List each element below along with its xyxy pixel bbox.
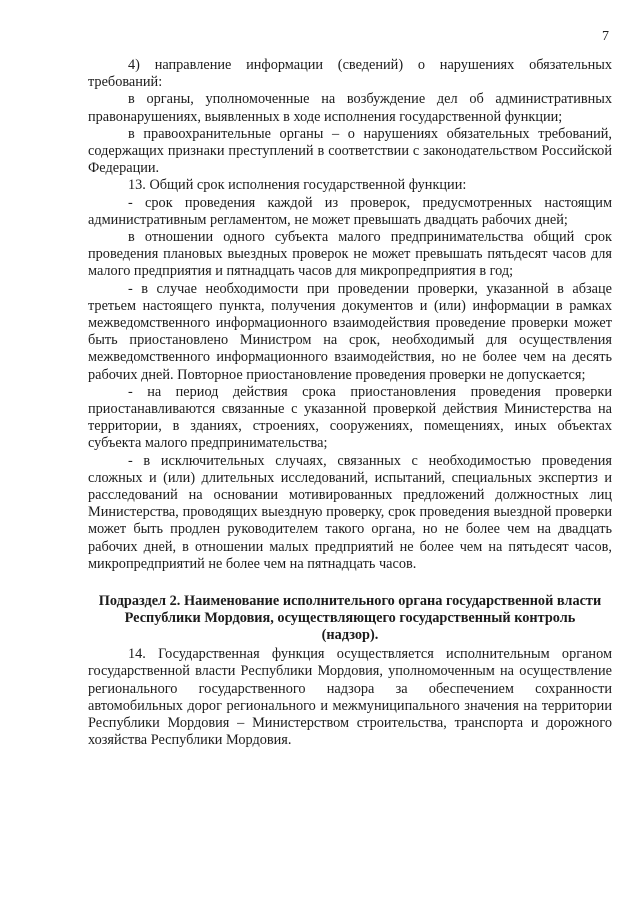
- paragraph-inspection-term: - срок проведения каждой из проверок, предусмотренных настоящим административным регламентом, не может превышать двадцать рабочих дней;: [88, 194, 612, 228]
- document-body: [88, 57, 612, 749]
- paragraph-section-14: 14. Государственная функция осуществляется исполнительным органом государственной власти Республики Мордовия, уполномоченным на осуществление регионального государственного надзора за обеспечением сохранности автомобильных дорог регионального и межмуниципального значения на территории Республики Мордовия – Министерством строительства, транспорта и дорожного хозяйства Республики Мордовия.: [88, 646, 612, 749]
- paragraph-law-enforcement: в правоохранительные органы – о нарушениях обязательных требований, содержащих признаки преступлений в соответствии с законодательством Российской Федерации.: [88, 125, 612, 177]
- paragraph-section-13-title: 13. Общий срок исполнения государственной функции:: [128, 177, 467, 194]
- paragraph-item-4: 4) направление информации (сведений) о нарушениях обязательных требований:: [88, 57, 612, 91]
- paragraph-exceptional-cases: - в исключительных случаях, связанных с необходимостью проведения сложных и (или) длительных исследований, испытаний, специальных экспертиз и расследований на основании мотивированных предложений должностных лиц Министерства, проводящих выездную проверку, срок проведения выездной проверки может быть продлен руководителем такого органа, но не более чем на двадцать рабочих дней, в отношении малых предприятий не более чем на пятьдесят часов, микропредприятий не более чем на пятнадцать часов.: [88, 452, 612, 572]
- paragraph-suspension-period: - на период действия срока приостановления проведения проверки приостанавливаются связанные с указанной проверкой действия Министерства на территории, в зданиях, строениях, сооружениях, помещениях, иных объектах субъекта малого предпринимательства;: [88, 383, 612, 452]
- subsection-heading: Подраздел 2. Наименование исполнительного органа государственной власти Республики Мордовия, осуществляющего государственный контроль (надзор).: [98, 593, 602, 644]
- paragraph-administrative-bodies: в органы, уполномоченные на возбуждение дел об административных правонарушениях, выявленных в ходе исполнения государственной функции;: [88, 91, 612, 125]
- paragraph-suspension: - в случае необходимости при проведении проверки, указанной в абзаце третьем настоящего пункта, получения документов и (или) информации в рамках межведомственного информационного взаимодействия проведение проверки может быть приостановлено Министром на срок, необходимый для осуществления межведомственного информационного взаимодействия, но не более чем на десять рабочих дней. Повторное приостановление проведения проверки не допускается;: [88, 280, 612, 383]
- paragraph-small-business-term: в отношении одного субъекта малого предпринимательства общий срок проведения плановых выездных проверок не может превышать пятьдесят часов для малого предприятия и пятнадцать часов для микропредприятия в год;: [88, 229, 612, 280]
- page-number: 7: [602, 29, 609, 44]
